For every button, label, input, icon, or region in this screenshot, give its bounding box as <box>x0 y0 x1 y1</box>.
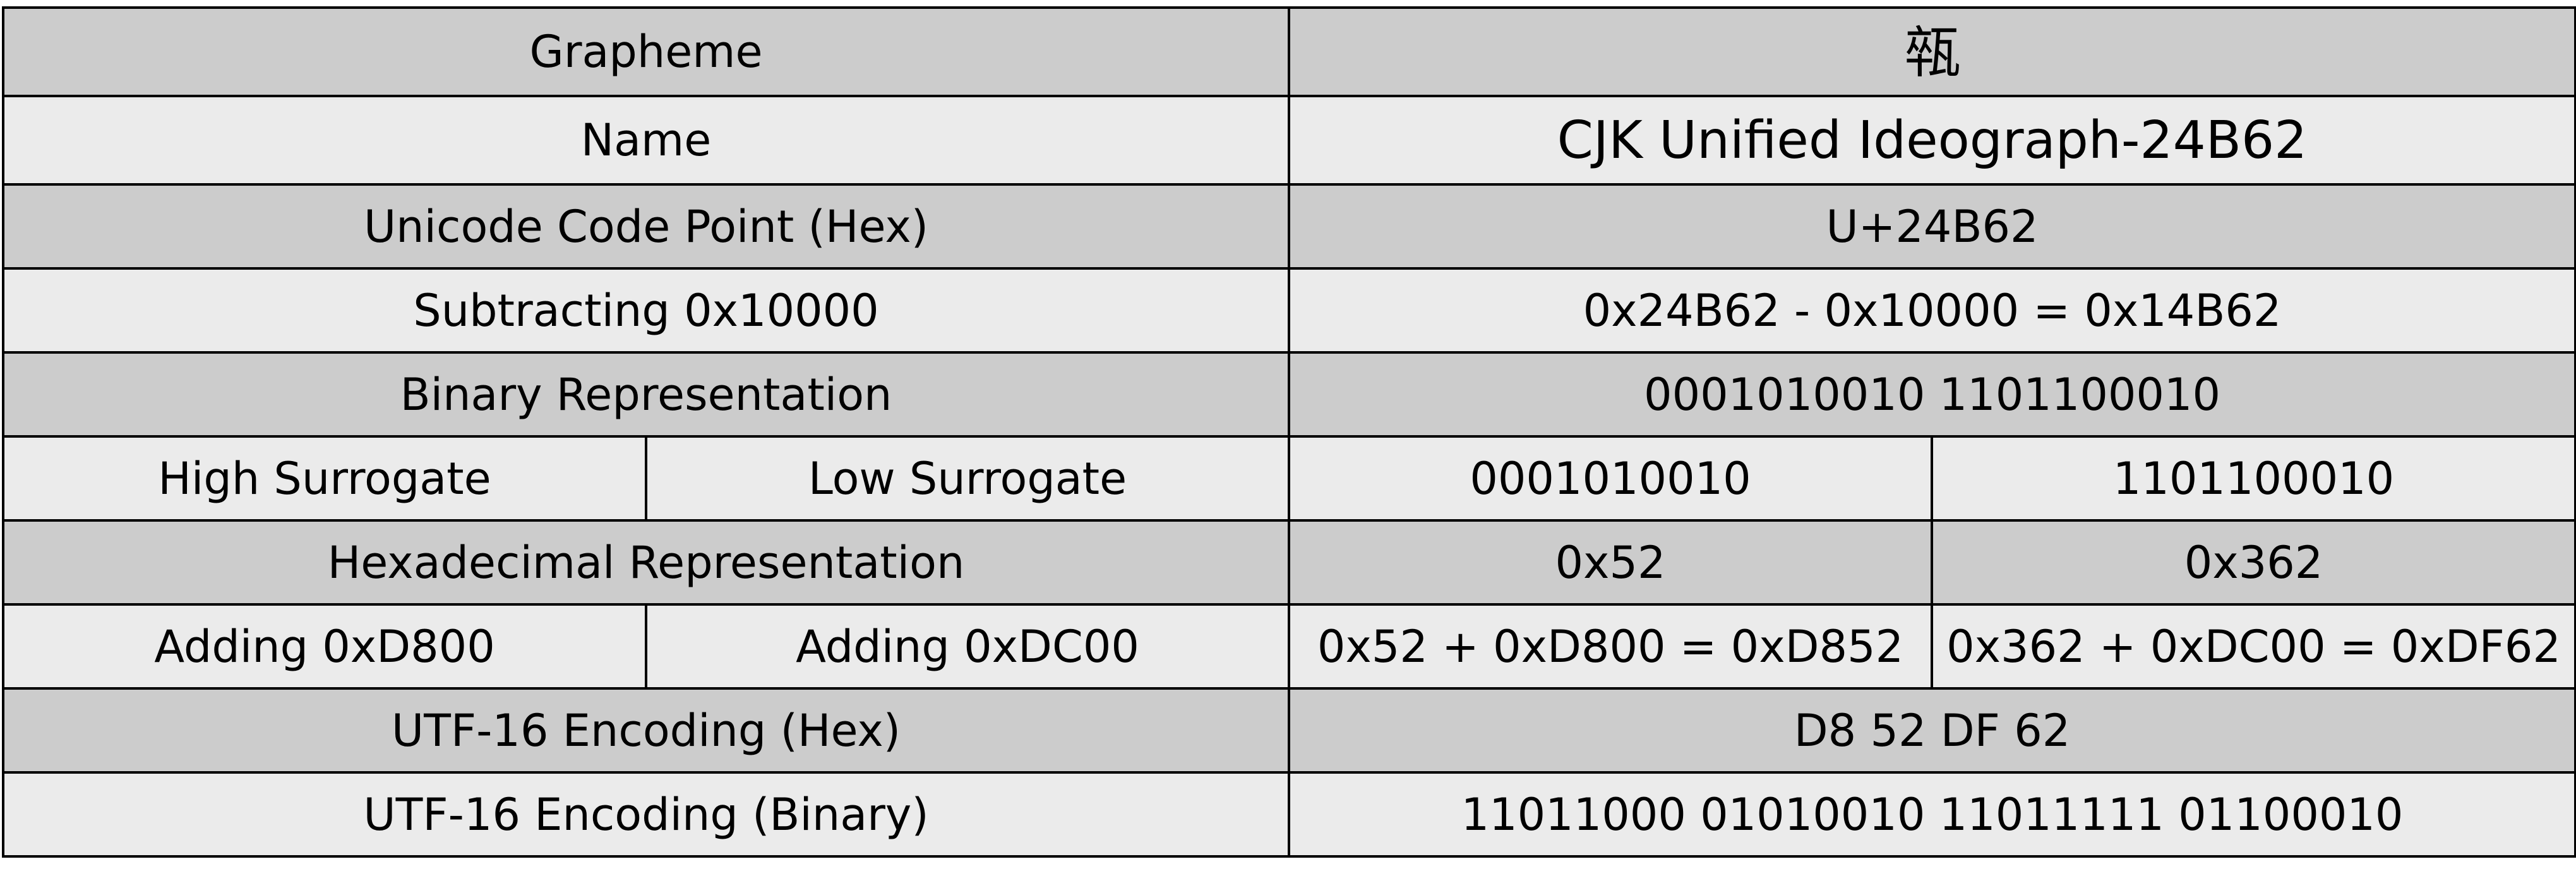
row-binary <box>3 352 2575 436</box>
utf16-binary-value: 11011000 01010010 11011111 01100010 <box>1289 772 2575 856</box>
row-adding <box>3 604 2575 688</box>
low-surrogate-label: Low Surrogate <box>646 436 1289 520</box>
utf16-binary-label: UTF-16 Encoding (Binary) <box>3 772 1289 856</box>
row-grapheme <box>3 8 2575 96</box>
row-utf16-binary <box>3 772 2575 856</box>
subtracting-label: Subtracting 0x10000 <box>3 268 1289 352</box>
adding-low-value: 0x362 + 0xDC00 = 0xDF62 <box>1932 604 2575 688</box>
utf16-encoding-table <box>2 6 2576 858</box>
subtracting-value: 0x24B62 - 0x10000 = 0x14B62 <box>1289 268 2575 352</box>
high-surrogate-value: 0001010010 <box>1289 436 1932 520</box>
binary-label: Binary Representation <box>3 352 1289 436</box>
hexadecimal-label: Hexadecimal Representation <box>3 520 1289 604</box>
utf16-hex-label: UTF-16 Encoding (Hex) <box>3 688 1289 772</box>
code-point-label: Unicode Code Point (Hex) <box>3 184 1289 268</box>
utf16-hex-value: D8 52 DF 62 <box>1289 688 2575 772</box>
name-label: Name <box>3 96 1289 184</box>
code-point-value: U+24B62 <box>1289 184 2575 268</box>
adding-low-label: Adding 0xDC00 <box>646 604 1289 688</box>
adding-high-label: Adding 0xD800 <box>3 604 646 688</box>
low-surrogate-value: 1101100010 <box>1932 436 2575 520</box>
row-utf16-hex <box>3 688 2575 772</box>
row-name <box>3 96 2575 184</box>
row-surrogates <box>3 436 2575 520</box>
high-surrogate-label: High Surrogate <box>3 436 646 520</box>
grapheme-value: 𤭢 <box>1289 8 2575 96</box>
row-code-point <box>3 184 2575 268</box>
row-subtracting <box>3 268 2575 352</box>
row-hexadecimal <box>3 520 2575 604</box>
hexadecimal-high-value: 0x52 <box>1289 520 1932 604</box>
grapheme-label: Grapheme <box>3 8 1289 96</box>
adding-high-value: 0x52 + 0xD800 = 0xD852 <box>1289 604 1932 688</box>
binary-value: 0001010010 1101100010 <box>1289 352 2575 436</box>
name-value: CJK Unified Ideograph-24B62 <box>1289 96 2575 184</box>
hexadecimal-low-value: 0x362 <box>1932 520 2575 604</box>
